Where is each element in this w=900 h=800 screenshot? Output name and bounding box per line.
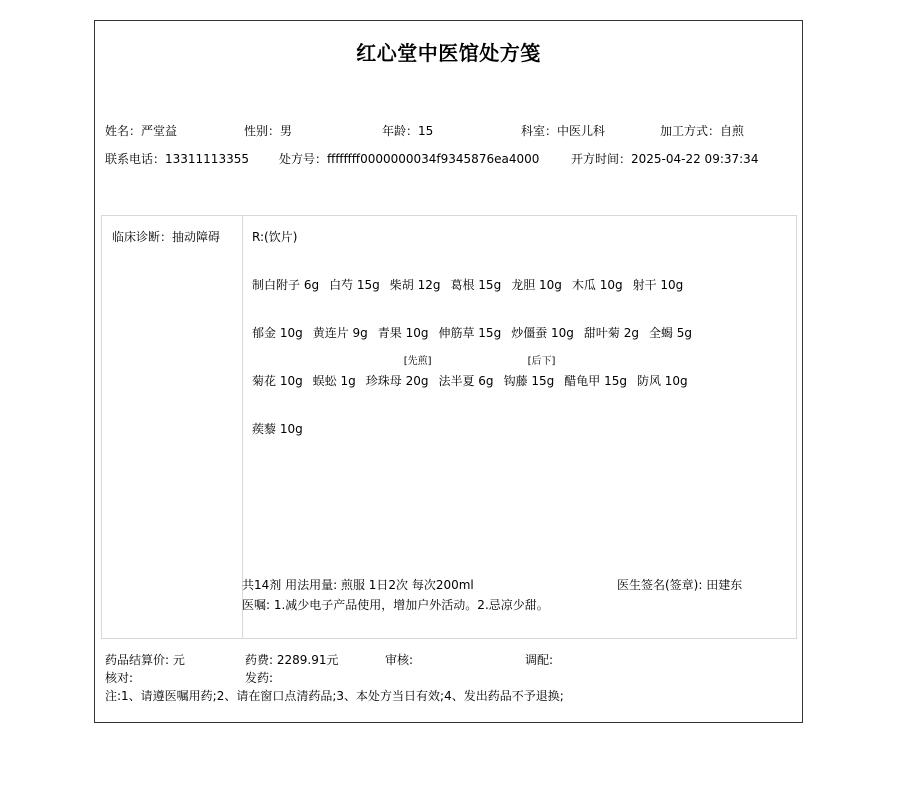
herb-item: 龙胆 10g xyxy=(511,278,562,292)
herb-line-2 xyxy=(252,324,702,341)
patient-department: 科室：中医儿科 xyxy=(521,124,606,138)
usage-instructions: 共14剂 用法用量: 煎服 1日2次 每次200ml xyxy=(242,578,474,592)
herb-item: 醋龟甲 15g xyxy=(564,374,627,388)
page-title: 红心堂中医馆处方笺 xyxy=(356,41,541,65)
herb-item: 制白附子 6g xyxy=(252,278,320,292)
herb-item-gouteng xyxy=(503,356,556,389)
herb-item: 黄连片 9g xyxy=(312,326,368,340)
divider xyxy=(242,216,243,638)
herb-item: 菊花 10g xyxy=(252,374,303,388)
herb-item: 蒺藜 10g xyxy=(252,422,303,436)
prescription-box xyxy=(101,215,797,639)
herb-line-4 xyxy=(252,420,313,437)
drug-fee: 药费: 2289.91元 xyxy=(245,653,339,667)
herb-item: 柴胡 12g xyxy=(389,278,441,292)
patient-gender: 性别：男 xyxy=(244,124,293,138)
processing-method: 加工方式：自煎 xyxy=(660,124,745,138)
herb-item: 白芍 15g xyxy=(329,278,380,292)
herb-text: 钩藤 15g xyxy=(503,374,555,388)
decoction-note: [后下] xyxy=(527,356,556,367)
herb-item: 防风 10g xyxy=(636,374,688,388)
herb-item: 射干 10g xyxy=(632,278,684,292)
decoction-note: [先煎] xyxy=(403,356,432,367)
issue-label: 发药: xyxy=(245,671,274,685)
settlement-price: 药品结算价: 元 xyxy=(105,653,185,667)
prescription-number: 处方号：ffffffff0000000034f9345876ea4000 xyxy=(279,152,540,166)
herb-item: 木瓜 10g xyxy=(571,278,623,292)
herb-item: 法半夏 6g xyxy=(438,374,494,388)
herb-item: 伸筋草 15g xyxy=(438,326,502,340)
prescription-form xyxy=(94,20,803,723)
herb-item: 郁金 10g xyxy=(252,326,303,340)
medical-advice: 医嘱: 1.减少电子产品使用，增加户外活动。2.忌凉少甜。 xyxy=(242,598,549,612)
herb-line-3 xyxy=(252,356,698,389)
patient-phone: 联系电话：13311113355 xyxy=(105,152,249,166)
doctor-signature: 医生签名(签章): 田建东 xyxy=(617,578,743,592)
review-label: 审核: xyxy=(385,653,414,667)
herb-item: 炒僵蚕 10g xyxy=(511,326,574,340)
patient-age: 年龄：15 xyxy=(382,124,434,138)
herb-item: 蜈蚣 1g xyxy=(312,374,356,388)
footer-note: 注:1、请遵医嘱用药;2、请在窗口点清药品;3、本处方当日有效;4、发出药品不予退换; xyxy=(105,689,564,703)
herb-line-1 xyxy=(252,276,693,293)
rx-label: R:(饮片) xyxy=(252,230,298,244)
dispense-label: 调配: xyxy=(525,653,554,667)
patient-name: 姓名：严堂益 xyxy=(105,124,178,138)
herb-item: 全蝎 5g xyxy=(648,326,693,340)
prescription-time: 开方时间：2025-04-22 09:37:34 xyxy=(571,152,759,166)
check-label: 核对: xyxy=(105,671,134,685)
herb-item: 青果 10g xyxy=(377,326,429,340)
herb-item-zhenzhumu xyxy=(365,356,432,389)
herb-text: 珍珠母 20g xyxy=(365,374,429,388)
clinical-diagnosis: 临床诊断：抽动障碍 xyxy=(112,230,221,244)
herb-item: 甜叶菊 2g xyxy=(583,326,639,340)
herb-item: 葛根 15g xyxy=(450,278,502,292)
